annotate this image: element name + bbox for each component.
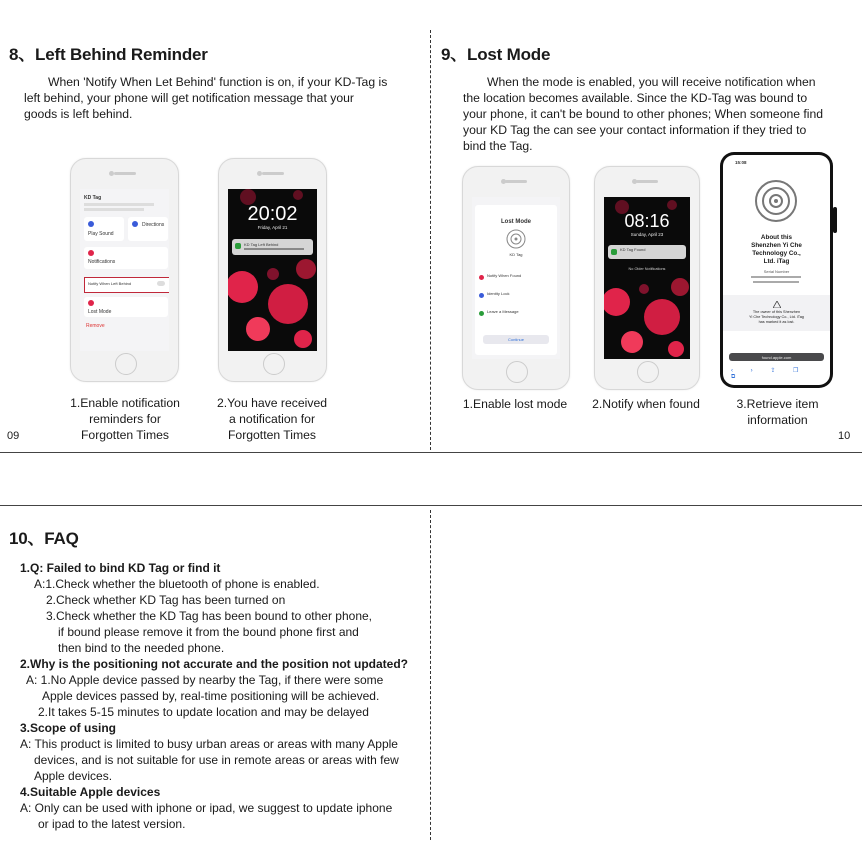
url-text: found.apple.com bbox=[761, 354, 792, 360]
continue-label: Continue bbox=[507, 337, 524, 342]
text-line: left behind, your phone will get notification message that your bbox=[24, 91, 354, 105]
app-icon bbox=[235, 243, 241, 249]
lost-mode-card[interactable] bbox=[84, 297, 168, 317]
message-icon bbox=[479, 311, 484, 316]
bell-icon bbox=[479, 275, 484, 280]
page-number-right: 10 bbox=[838, 430, 851, 442]
option-label: Leave a Message bbox=[487, 309, 519, 314]
faq-answer-line: 2.It takes 5-15 minutes to update location and may be delayed bbox=[38, 705, 369, 719]
directions-card[interactable] bbox=[128, 217, 168, 241]
lock-time: 08:16 bbox=[624, 211, 670, 231]
phone-lost-mode bbox=[462, 166, 570, 390]
option-label: Notify When Found bbox=[487, 273, 522, 278]
phone-lockscreen-alert bbox=[218, 158, 327, 382]
notifications-card bbox=[84, 247, 168, 269]
text-line: When the mode is enabled, you will receive notification when bbox=[487, 75, 816, 89]
notify-left-label: Notify When Left Behind bbox=[88, 281, 132, 286]
lock-icon bbox=[88, 300, 94, 306]
bottom-divider bbox=[430, 510, 431, 840]
caption-8-1: 1.Enable notification reminders for Forgotten Times bbox=[70, 396, 180, 442]
option-label: Identity Lock bbox=[487, 291, 510, 296]
screen-title: KD Tag bbox=[84, 195, 102, 201]
section-10-title: 10、FAQ bbox=[9, 529, 79, 548]
caption-9-1: 1.Enable lost mode bbox=[462, 397, 568, 411]
remove-link[interactable]: Remove bbox=[86, 323, 105, 329]
app-icon bbox=[611, 249, 617, 255]
lock-date: Friday, April 21 bbox=[257, 225, 288, 230]
phone-found-notification bbox=[594, 166, 700, 390]
lock-time: 20:02 bbox=[247, 203, 298, 225]
lost-mode-sheet bbox=[475, 205, 557, 355]
faq-answer-line: 2.Check whether KD Tag has been turned on bbox=[46, 593, 286, 607]
text-line: your phone, it can't be bound to other phones; When someone find bbox=[463, 107, 824, 121]
faq-question: 2.Why is the positioning not accurate and the position not updated? bbox=[20, 657, 409, 671]
play-sound-label: Play Sound bbox=[88, 231, 114, 237]
continue-button[interactable] bbox=[483, 335, 549, 344]
lock-date: Sunday, April 23 bbox=[630, 232, 664, 237]
faq-question: 4.Suitable Apple devices bbox=[20, 785, 161, 799]
section-8-title: 8、Left Behind Reminder bbox=[9, 45, 208, 64]
text-line: goods is left behind. bbox=[24, 107, 133, 121]
play-sound-card[interactable] bbox=[84, 217, 124, 241]
faq-answer-line: Apple devices passed by, real-time positioning will be achieved. bbox=[42, 689, 380, 703]
faq-answer-line: then bind to the needed phone. bbox=[58, 641, 225, 655]
faq-answer-line: if bound please remove it from the bound phone first and bbox=[58, 625, 359, 639]
text-line: the location becomes available. Since the KD-Tag was bound to bbox=[463, 91, 808, 105]
browser-toolbar: ‹ › ⇪ ❐ ⧉ bbox=[731, 368, 807, 380]
device-title: About this Shenzhen Yi Che Technology Co., Ltd. iTag bbox=[751, 234, 802, 265]
airtag-icon bbox=[754, 179, 798, 223]
lost-mode-label: Lost Mode bbox=[88, 309, 112, 315]
directions-label: Directions bbox=[142, 222, 165, 228]
option-row[interactable] bbox=[479, 291, 553, 305]
serial-number: Serial Number bbox=[763, 269, 790, 274]
faq-answer-line: devices, and is not suitable for use in remote areas or areas with few bbox=[34, 753, 399, 767]
faq-question: 1.Q: Failed to bind KD Tag or find it bbox=[20, 561, 221, 575]
phone-found-info bbox=[720, 152, 833, 388]
bottom-rule bbox=[0, 505, 862, 506]
faq-question: 3.Scope of using bbox=[20, 721, 117, 735]
status-clock: 15:08 bbox=[735, 160, 747, 165]
directions-icon bbox=[132, 221, 138, 227]
faq-answer-line: A: 1.No Apple device passed by nearby the Tag, if there were some bbox=[26, 673, 384, 687]
option-row[interactable] bbox=[479, 309, 553, 323]
option-row[interactable] bbox=[479, 273, 553, 287]
notification-banner[interactable] bbox=[232, 239, 313, 255]
text-line: When 'Notify When Let Behind' function is on, if your KD-Tag is bbox=[48, 75, 388, 89]
airtag-icon bbox=[506, 229, 526, 249]
section-8-text bbox=[24, 74, 424, 122]
faq-answer-line: A:1.Check whether the bluetooth of phone is enabled. bbox=[34, 577, 320, 591]
speaker-icon bbox=[88, 221, 94, 227]
owner-message: The owner of this Shenzhen Yi Che Technology Co., Ltd. iTag has marked it as lost. bbox=[723, 295, 830, 331]
caption-8-2: 2.You have received a notification for Forgotten Times bbox=[217, 396, 327, 442]
toggle-switch[interactable] bbox=[157, 281, 165, 286]
faq-list bbox=[0, 560, 430, 832]
faq-answer-line: or ipad to the latest version. bbox=[38, 817, 186, 831]
notifications-label: Notifications bbox=[88, 259, 116, 265]
page-number-left: 09 bbox=[7, 430, 20, 442]
section-9-text bbox=[463, 74, 858, 154]
bell-icon bbox=[88, 250, 94, 256]
faq-answer-line: 3.Check whether the KD Tag has been bound to other phone, bbox=[46, 609, 373, 623]
section-9-title: 9、Lost Mode bbox=[441, 45, 551, 64]
notification-banner[interactable] bbox=[608, 245, 686, 259]
faq-answer-line: A: Only can be used with iphone or ipad, we suggest to update iphone bbox=[20, 801, 393, 815]
no-older-notifications: No Older Notifications bbox=[628, 267, 666, 271]
phone-notification-settings bbox=[70, 158, 179, 382]
caption-9-2: 2.Notify when found bbox=[592, 397, 700, 411]
sheet-title: Lost Mode bbox=[501, 219, 531, 225]
text-line: bind the Tag. bbox=[463, 139, 533, 153]
lock-icon bbox=[479, 293, 484, 298]
top-rule bbox=[0, 452, 862, 453]
faq-answer-line: A: This product is limited to busy urban areas or areas with many Apple bbox=[20, 737, 398, 751]
faq-answer-line: Apple devices. bbox=[34, 769, 113, 783]
top-divider bbox=[430, 30, 431, 450]
notification-title: KD Tag Found bbox=[620, 247, 646, 252]
url-bar[interactable] bbox=[729, 353, 824, 361]
warning-icon bbox=[773, 301, 781, 308]
tag-name: KD Tag bbox=[509, 252, 523, 257]
side-button bbox=[833, 207, 837, 233]
notification-title: KD Tag Left Behind bbox=[244, 242, 279, 247]
notify-left-behind-row[interactable] bbox=[84, 277, 169, 293]
caption-9-3: 3.Retrieve item information bbox=[736, 397, 819, 427]
text-line: your KD Tag the can see your contact information if they tried to bbox=[463, 123, 807, 137]
